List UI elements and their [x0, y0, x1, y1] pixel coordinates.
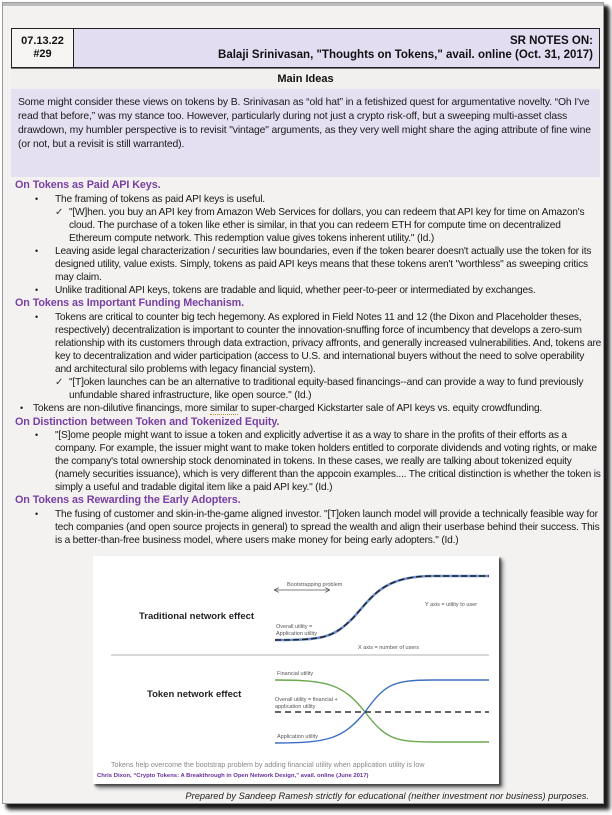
- bullet-text: "[S]ome people might want to issue a token and explicitly advertise it as a way to share in the profits of their efforts as a company. For example, the issuer might want to make token holders entitled to corporate dividends and voting rights, or make the company's total ownership stock denominated in tokens. In these cases, we really are talking about tokenized equity (namely securities issuance), which is very different than the appcoin examples.... The critical distinction is whether the token is simply a useful and tradable digital item like a paid API key." (Id.): [55, 430, 601, 494]
- bullet-item: [15, 245, 603, 284]
- y-axis-label: Y axis = utility to user: [425, 602, 478, 608]
- bullet-text: The framing of tokens as paid API keys is useful.: [55, 193, 265, 205]
- bullet-icon: •: [35, 285, 38, 296]
- bullet-text: Tokens are non-dilutive financings, more: [33, 403, 210, 415]
- section-title: On Tokens as Paid API Keys.: [15, 179, 161, 191]
- x-axis-label: X axis = number of users: [358, 645, 419, 651]
- bullet-item: [15, 508, 603, 547]
- checkmark-icon: ✓: [55, 206, 64, 218]
- quote-item: [15, 206, 603, 245]
- date-box: [12, 29, 74, 67]
- bullet-icon: •: [35, 311, 38, 322]
- bullet-icon: •: [35, 430, 38, 440]
- source-citation: Balaji Srinivasan, "Thoughts on Tokens," avail. online (Oct. 31, 2017): [218, 49, 593, 61]
- intro-paragraph: Some might consider these views on tokens by B. Srinivasan as “old hat” in a fetishized quest for argumentative novelty. “Oh I've read that before,” was my stance too. However, particularly during not just a crypto risk-off, but a sweeping multi-asset class drawdown, my humbler perspective is to revisit "vintage" arguments, as they very well might share the aging attribute of fine wine (or not, but a revisit is still warranted).: [11, 89, 600, 177]
- bullet-item: [15, 429, 603, 494]
- footer-disclaimer: Prepared by Sandeep Ramesh strictly for educational (neither investment nor business) purposes.: [185, 791, 589, 801]
- financial-utility-curve: [275, 680, 489, 742]
- notes-body: [15, 179, 603, 547]
- notes-header: [11, 28, 600, 68]
- bullet-item: [15, 402, 603, 415]
- overall-utility-label-1: Overall utility = financial +: [275, 697, 338, 703]
- figure-source: Chris Dixon, “Crypto Tokens: A Breakthrough in Open Network Design,” avail. online (June 2017): [97, 773, 369, 779]
- quote-text: "[W]hen. you buy an API key from Amazon Web Services for dollars, you can redeem that API key for time on Amazon's cloud. The purchase of a token like ether is similar, in that you can redeem ETH for compute time on decentralized Ethereum compute network. This redemption value gives tokens inherent utility." (Id.): [69, 206, 585, 244]
- bullet-text: Leaving aside legal characterization / securities law boundaries, even if the token bearer doesn't actually use the token for its designed utility, value exists. Simply, tokens as paid API keys means that these tokens aren't "worthless" as sweeping critics may claim.: [55, 245, 592, 284]
- section-title: On Distinction between Token and Tokenized Equity.: [15, 415, 280, 428]
- quote-text: "[T]oken launches can be an alternative to traditional equity-based financings--and can provide a way to fund previously unfundable shared infrastructure, like open source." (Id.): [69, 377, 584, 402]
- overall-utility-label-2: application utility: [275, 704, 316, 710]
- network-effect-diagram: [93, 556, 499, 784]
- bullet-text: Tokens are critical to counter big tech hegemony. As explored in Field Notes 11 and 12 (the Dixon and Placeholder theses, respectively) decentralization is important to counter the innovation-snuffing force of incumbency that develops a zero-sum relationship with its customers through data extraction, privacy affronts, and generally increased vulnerabilities. And, tokens are key to decentralization and wider participation (access to U.S. and international buyers without the need to solve operability and architectural silo problems with legacy financial system).: [55, 311, 602, 376]
- financial-utility-label: Financial utility: [277, 671, 314, 677]
- panel-title-traditional: Traditional network effect: [139, 611, 255, 622]
- network-effect-figure: [93, 556, 499, 784]
- bullet-icon: •: [35, 245, 38, 256]
- checkmark-icon: ✓: [55, 377, 64, 389]
- bullet-icon: •: [20, 403, 23, 414]
- curve-label-1: Overall utility =: [276, 624, 313, 630]
- figure-caption: Tokens help overcome the bootstrap problem by adding financial utility when application utility is low: [111, 761, 425, 769]
- section-title: On Tokens as Rewarding the Early Adopters.: [15, 494, 241, 507]
- note-date: 07.13.22: [21, 35, 64, 47]
- panel-title-token: Token network effect: [147, 689, 242, 700]
- title-box: [74, 29, 599, 67]
- bullet-text: to super-charged Kickstarter sale of API keys vs. equity crowdfunding.: [238, 403, 543, 415]
- document-page: [2, 2, 604, 804]
- curve-label-2: Application utility: [276, 631, 317, 637]
- main-ideas-heading: Main Ideas: [11, 68, 600, 90]
- notes-label: SR NOTES ON:: [509, 35, 593, 47]
- bootstrapping-label: Bootstrapping problem: [287, 582, 343, 588]
- bullet-text: Unlike traditional API keys, tokens are tradable and liquid, whether peer-to-peer or intermediated by exchanges.: [55, 285, 536, 297]
- bullet-item: [15, 193, 603, 206]
- quote-item: [15, 376, 603, 402]
- application-utility-label: Application utility: [277, 734, 318, 740]
- page-top-rule: [3, 3, 603, 6]
- bullet-icon: •: [35, 193, 38, 204]
- note-number: #29: [33, 48, 52, 60]
- bullet-icon: •: [35, 508, 38, 519]
- section-title: On Tokens as Important Funding Mechanism.: [15, 297, 245, 310]
- bullet-text: The fusing of customer and skin-in-the-game aligned investor. "[T]oken launch model will provide a technically feasible way for tech companies (and open source projects in general) to spread the wealth and align their userbase behind their success. This is a better-than-free business model, where users make money for being early adopters." (Id.): [55, 508, 600, 547]
- bullet-item: [15, 311, 603, 376]
- spellcheck-underlined-word: similar: [209, 403, 239, 415]
- bullet-item: [15, 284, 603, 297]
